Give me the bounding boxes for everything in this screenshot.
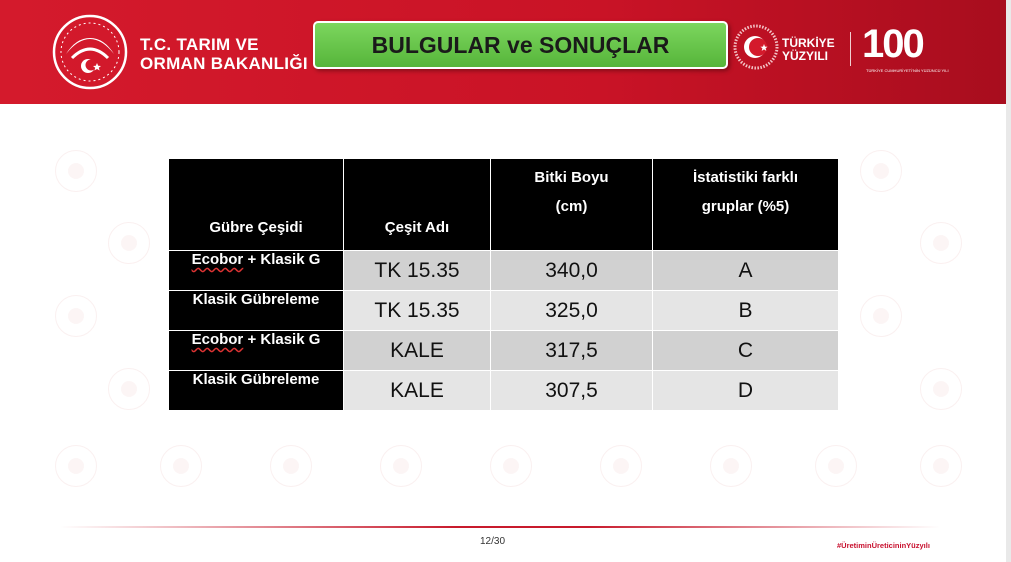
watermark-emblem bbox=[920, 222, 962, 264]
header-bar bbox=[0, 0, 1006, 104]
fertilizer-prefix: Ecobor bbox=[191, 251, 244, 268]
table-row bbox=[169, 291, 839, 331]
height-cell: 317,5 bbox=[491, 331, 653, 371]
fertilizer-rest: + Klasik G bbox=[243, 331, 321, 348]
turkiye-yuzyili-emblem-icon bbox=[733, 24, 779, 70]
ministry-emblem-icon bbox=[52, 14, 128, 90]
results-table bbox=[168, 158, 839, 411]
fertilizer-cell bbox=[169, 371, 344, 411]
ministry-line-1: T.C. TARIM VE bbox=[140, 35, 259, 54]
watermark-emblem bbox=[55, 295, 97, 337]
header-variety-name: Çeşit Adı bbox=[344, 159, 491, 251]
group-cell: A bbox=[653, 251, 839, 291]
watermark-emblem bbox=[270, 445, 312, 487]
header-divider bbox=[850, 32, 851, 66]
watermark-emblem bbox=[490, 445, 532, 487]
watermark-emblem bbox=[860, 295, 902, 337]
watermark-emblem bbox=[160, 445, 202, 487]
page-title: BULGULAR ve SONUÇLAR bbox=[313, 21, 728, 69]
variety-cell: TK 15.35 bbox=[344, 251, 491, 291]
watermark-emblem bbox=[920, 445, 962, 487]
header-stat-groups-line2: gruplar (%5) bbox=[701, 198, 790, 215]
header-fertilizer-type: Gübre Çeşidi bbox=[169, 159, 344, 251]
table-header-row bbox=[169, 159, 839, 251]
watermark-emblem bbox=[108, 222, 150, 264]
watermark-emblem bbox=[380, 445, 422, 487]
header-stat-groups-line1: İstatistiki farklı bbox=[692, 169, 799, 186]
right-edge-strip bbox=[1006, 0, 1011, 562]
variety-cell: KALE bbox=[344, 331, 491, 371]
variety-cell: TK 15.35 bbox=[344, 291, 491, 331]
turkiye-yuzyili-label bbox=[782, 37, 835, 63]
table-row bbox=[169, 371, 839, 411]
watermark-emblem bbox=[55, 150, 97, 192]
group-cell: D bbox=[653, 371, 839, 411]
fertilizer-rest: Klasik Gübreleme bbox=[192, 371, 320, 388]
ministry-line-2: ORMAN BAKANLIĞI bbox=[140, 54, 308, 73]
watermark-emblem bbox=[55, 445, 97, 487]
page-number: 12/30 bbox=[480, 536, 506, 547]
watermark-emblem bbox=[600, 445, 642, 487]
group-cell: B bbox=[653, 291, 839, 331]
table-row bbox=[169, 331, 839, 371]
group-cell: C bbox=[653, 331, 839, 371]
footer-hashtag: #ÜretiminÜreticininYüzyılı bbox=[837, 541, 930, 550]
table-row bbox=[169, 251, 839, 291]
height-cell: 340,0 bbox=[491, 251, 653, 291]
watermark-emblem bbox=[815, 445, 857, 487]
watermark-emblem bbox=[920, 368, 962, 410]
centennial-subtitle: TÜRKİYE CUMHURİYETİ'NİN YÜZÜNCÜ YILI bbox=[866, 68, 949, 73]
header-plant-height bbox=[491, 159, 653, 251]
turkiye-label: TÜRKİYE bbox=[782, 36, 835, 50]
height-cell: 325,0 bbox=[491, 291, 653, 331]
variety-cell: KALE bbox=[344, 371, 491, 411]
ministry-name bbox=[140, 35, 308, 73]
fertilizer-cell bbox=[169, 331, 344, 371]
fertilizer-rest: Klasik Gübreleme bbox=[192, 291, 320, 308]
yuzyili-label: YÜZYILI bbox=[782, 49, 829, 63]
height-cell: 307,5 bbox=[491, 371, 653, 411]
fertilizer-cell bbox=[169, 291, 344, 331]
header-plant-height-line2: (cm) bbox=[555, 198, 588, 215]
watermark-emblem bbox=[860, 150, 902, 192]
watermark-emblem bbox=[710, 445, 752, 487]
watermark-emblem bbox=[108, 368, 150, 410]
centennial-logo: 100 bbox=[862, 22, 923, 66]
fertilizer-prefix: Ecobor bbox=[191, 331, 244, 348]
header-plant-height-line1: Bitki Boyu bbox=[534, 169, 609, 186]
fertilizer-rest: + Klasik G bbox=[243, 251, 321, 268]
header-stat-groups bbox=[653, 159, 839, 251]
fertilizer-cell bbox=[169, 251, 344, 291]
footer-divider bbox=[60, 526, 940, 528]
